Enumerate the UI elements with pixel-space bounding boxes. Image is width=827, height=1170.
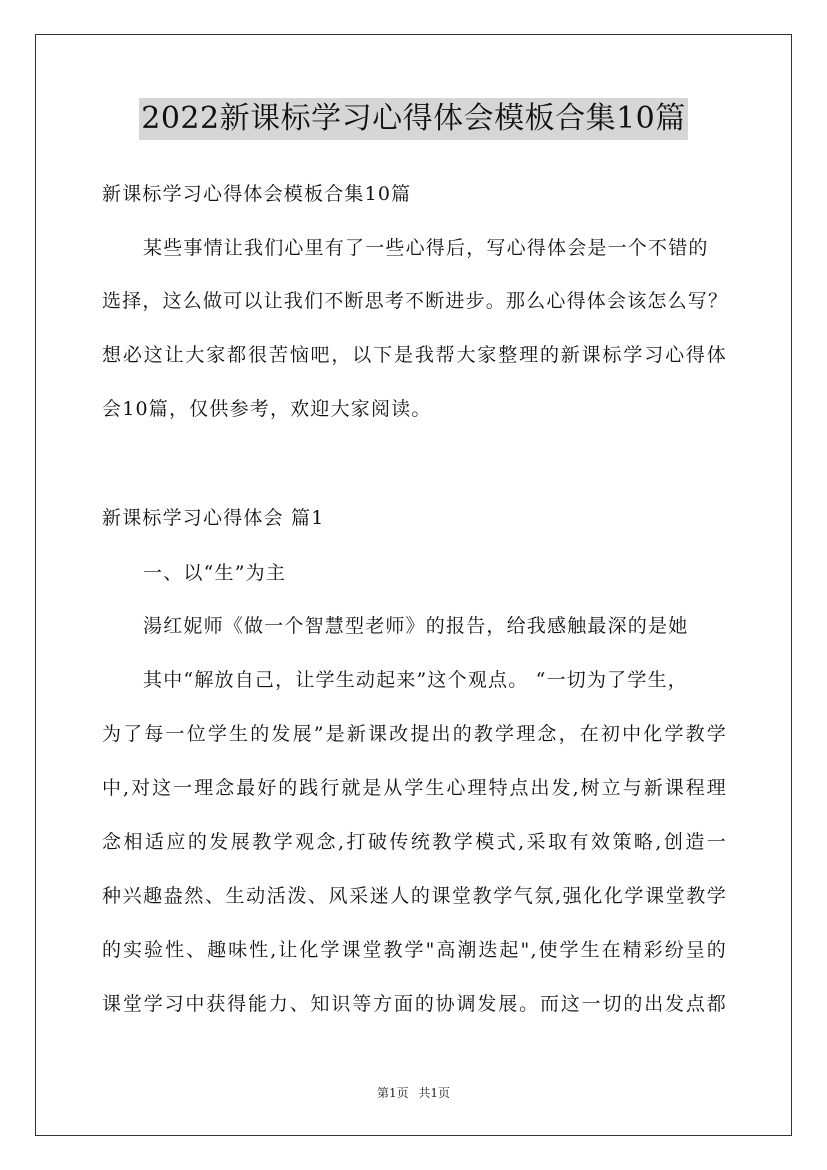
point-heading: 一、以“生”为主 [143, 562, 287, 584]
page-number: 第1页 [376, 1086, 409, 1100]
intro-line-4: 会10篇，仅供参考，欢迎大家阅读。 [102, 398, 432, 420]
document-title: 2022新课标学习心得体会模板合集10篇 [139, 98, 688, 140]
page-footer [0, 1085, 827, 1101]
title-container [0, 98, 827, 140]
document-subtitle: 新课标学习心得体会模板合集10篇 [102, 183, 412, 205]
body-line-3: 为了每一位学生的发展”是新课改提出的教学理念，在初中化学教学 [102, 723, 727, 745]
intro-line-2: 选择，这么做可以让我们不断思考不断进步。那么心得体会该怎么写？ [102, 290, 729, 312]
body-line-6: 种兴趣盎然、生动活泼、风采迷人的课堂教学气氛,强化化学课堂教学 [102, 885, 727, 907]
body-line-7: 的实验性、趣味性,让化学课堂教学"高潮迭起",使学生在精彩纷呈的 [102, 939, 727, 961]
body-line-4: 中,对这一理念最好的践行就是从学生心理特点出发,树立与新课程理 [102, 777, 727, 799]
body-line-1: 湯红妮师《做一个智慧型老师》的报告，给我感触最深的是她 [143, 615, 689, 637]
page-total: 共1页 [418, 1086, 451, 1100]
body-line-2: 其中“解放自己，让学生动起来”这个观点。 “一切为了学生， [143, 669, 688, 691]
section-heading: 新课标学习心得体会 篇1 [102, 507, 325, 529]
intro-line-3: 想必这让大家都很苦恼吧，以下是我帮大家整理的新课标学习心得体 [102, 344, 727, 366]
body-line-5: 念相适应的发展教学观念,打破传统教学模式,采取有效策略,创造一 [102, 831, 727, 853]
intro-line-1: 某些事情让我们心里有了一些心得后，写心得体会是一个不错的 [143, 237, 709, 259]
body-line-8: 课堂学习中获得能力、知识等方面的协调发展。而这一切的出发点都 [102, 993, 727, 1015]
